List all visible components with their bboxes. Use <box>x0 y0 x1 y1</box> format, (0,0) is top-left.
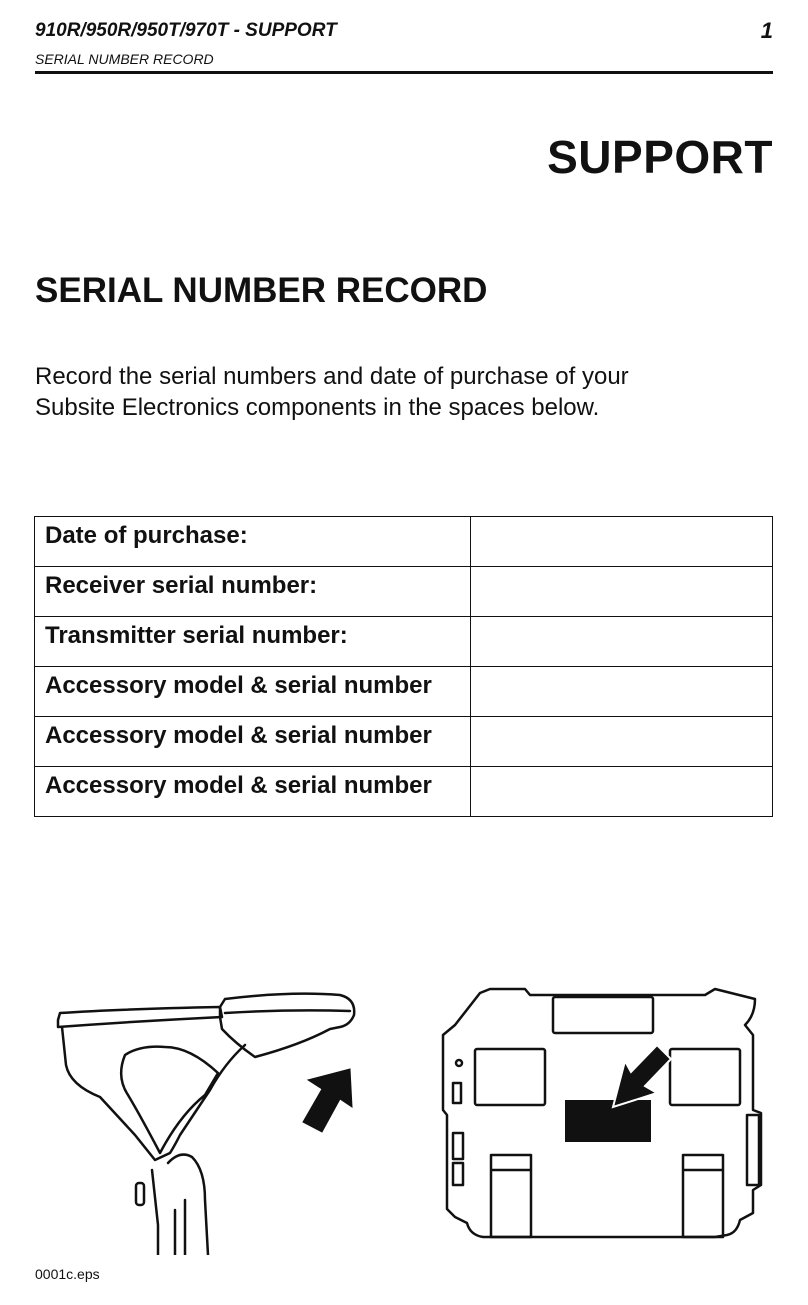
table-row <box>35 567 773 617</box>
row-value-accessory-3[interactable] <box>471 767 773 817</box>
transmitter-illustration <box>435 985 775 1245</box>
row-value-date[interactable] <box>471 517 773 567</box>
transmitter-bottom-right-foot <box>683 1155 723 1237</box>
receiver-lid <box>220 994 354 1057</box>
running-header-title: 910R/950R/950T/970T - SUPPORT <box>35 20 337 41</box>
table-row <box>35 717 773 767</box>
intro-line-2: Subsite Electronics components in the spaces below. <box>35 394 600 421</box>
row-value-accessory-2[interactable] <box>471 717 773 767</box>
table-row <box>35 767 773 817</box>
transmitter-left-window <box>475 1049 545 1105</box>
receiver-top-housing <box>58 1007 222 1027</box>
header-rule <box>35 71 773 74</box>
arrow-icon <box>303 1069 352 1132</box>
serial-number-table <box>34 516 773 817</box>
table-row <box>35 517 773 567</box>
row-label-accessory-1: Accessory model & serial number <box>35 667 471 717</box>
chapter-title: SUPPORT <box>547 131 773 183</box>
transmitter-side-port-2 <box>453 1133 463 1159</box>
row-label-accessory-3: Accessory model & serial number <box>35 767 471 817</box>
row-label-receiver: Receiver serial number: <box>35 567 471 617</box>
receiver-switch <box>136 1183 144 1205</box>
section-title: SERIAL NUMBER RECORD <box>35 271 488 310</box>
row-value-transmitter[interactable] <box>471 617 773 667</box>
transmitter-screw <box>456 1060 462 1066</box>
receiver-shaft-left <box>152 1170 158 1255</box>
row-value-receiver[interactable] <box>471 567 773 617</box>
table-row <box>35 667 773 717</box>
intro-line-1: Record the serial numbers and date of purchase of your <box>35 363 629 390</box>
receiver-lid-inner <box>225 1010 350 1013</box>
intro-paragraph <box>35 361 755 423</box>
transmitter-side-port-1 <box>453 1083 461 1103</box>
row-label-transmitter: Transmitter serial number: <box>35 617 471 667</box>
transmitter-bottom-left-foot <box>491 1155 531 1237</box>
transmitter-right-window <box>670 1049 740 1105</box>
row-label-accessory-2: Accessory model & serial number <box>35 717 471 767</box>
row-value-accessory-1[interactable] <box>471 667 773 717</box>
transmitter-right-latch <box>747 1115 759 1185</box>
receiver-illustration <box>40 985 370 1255</box>
figure-caption: 0001c.eps <box>35 1266 100 1282</box>
serial-label-location <box>565 1100 651 1142</box>
row-label-date: Date of purchase: <box>35 517 471 567</box>
table-row <box>35 617 773 667</box>
arrow-icon <box>613 1045 671 1107</box>
transmitter-side-port-3 <box>453 1163 463 1185</box>
transmitter-top-slot <box>553 997 653 1033</box>
page-number: 1 <box>760 18 773 43</box>
running-header-subtitle: SERIAL NUMBER RECORD <box>35 51 214 67</box>
